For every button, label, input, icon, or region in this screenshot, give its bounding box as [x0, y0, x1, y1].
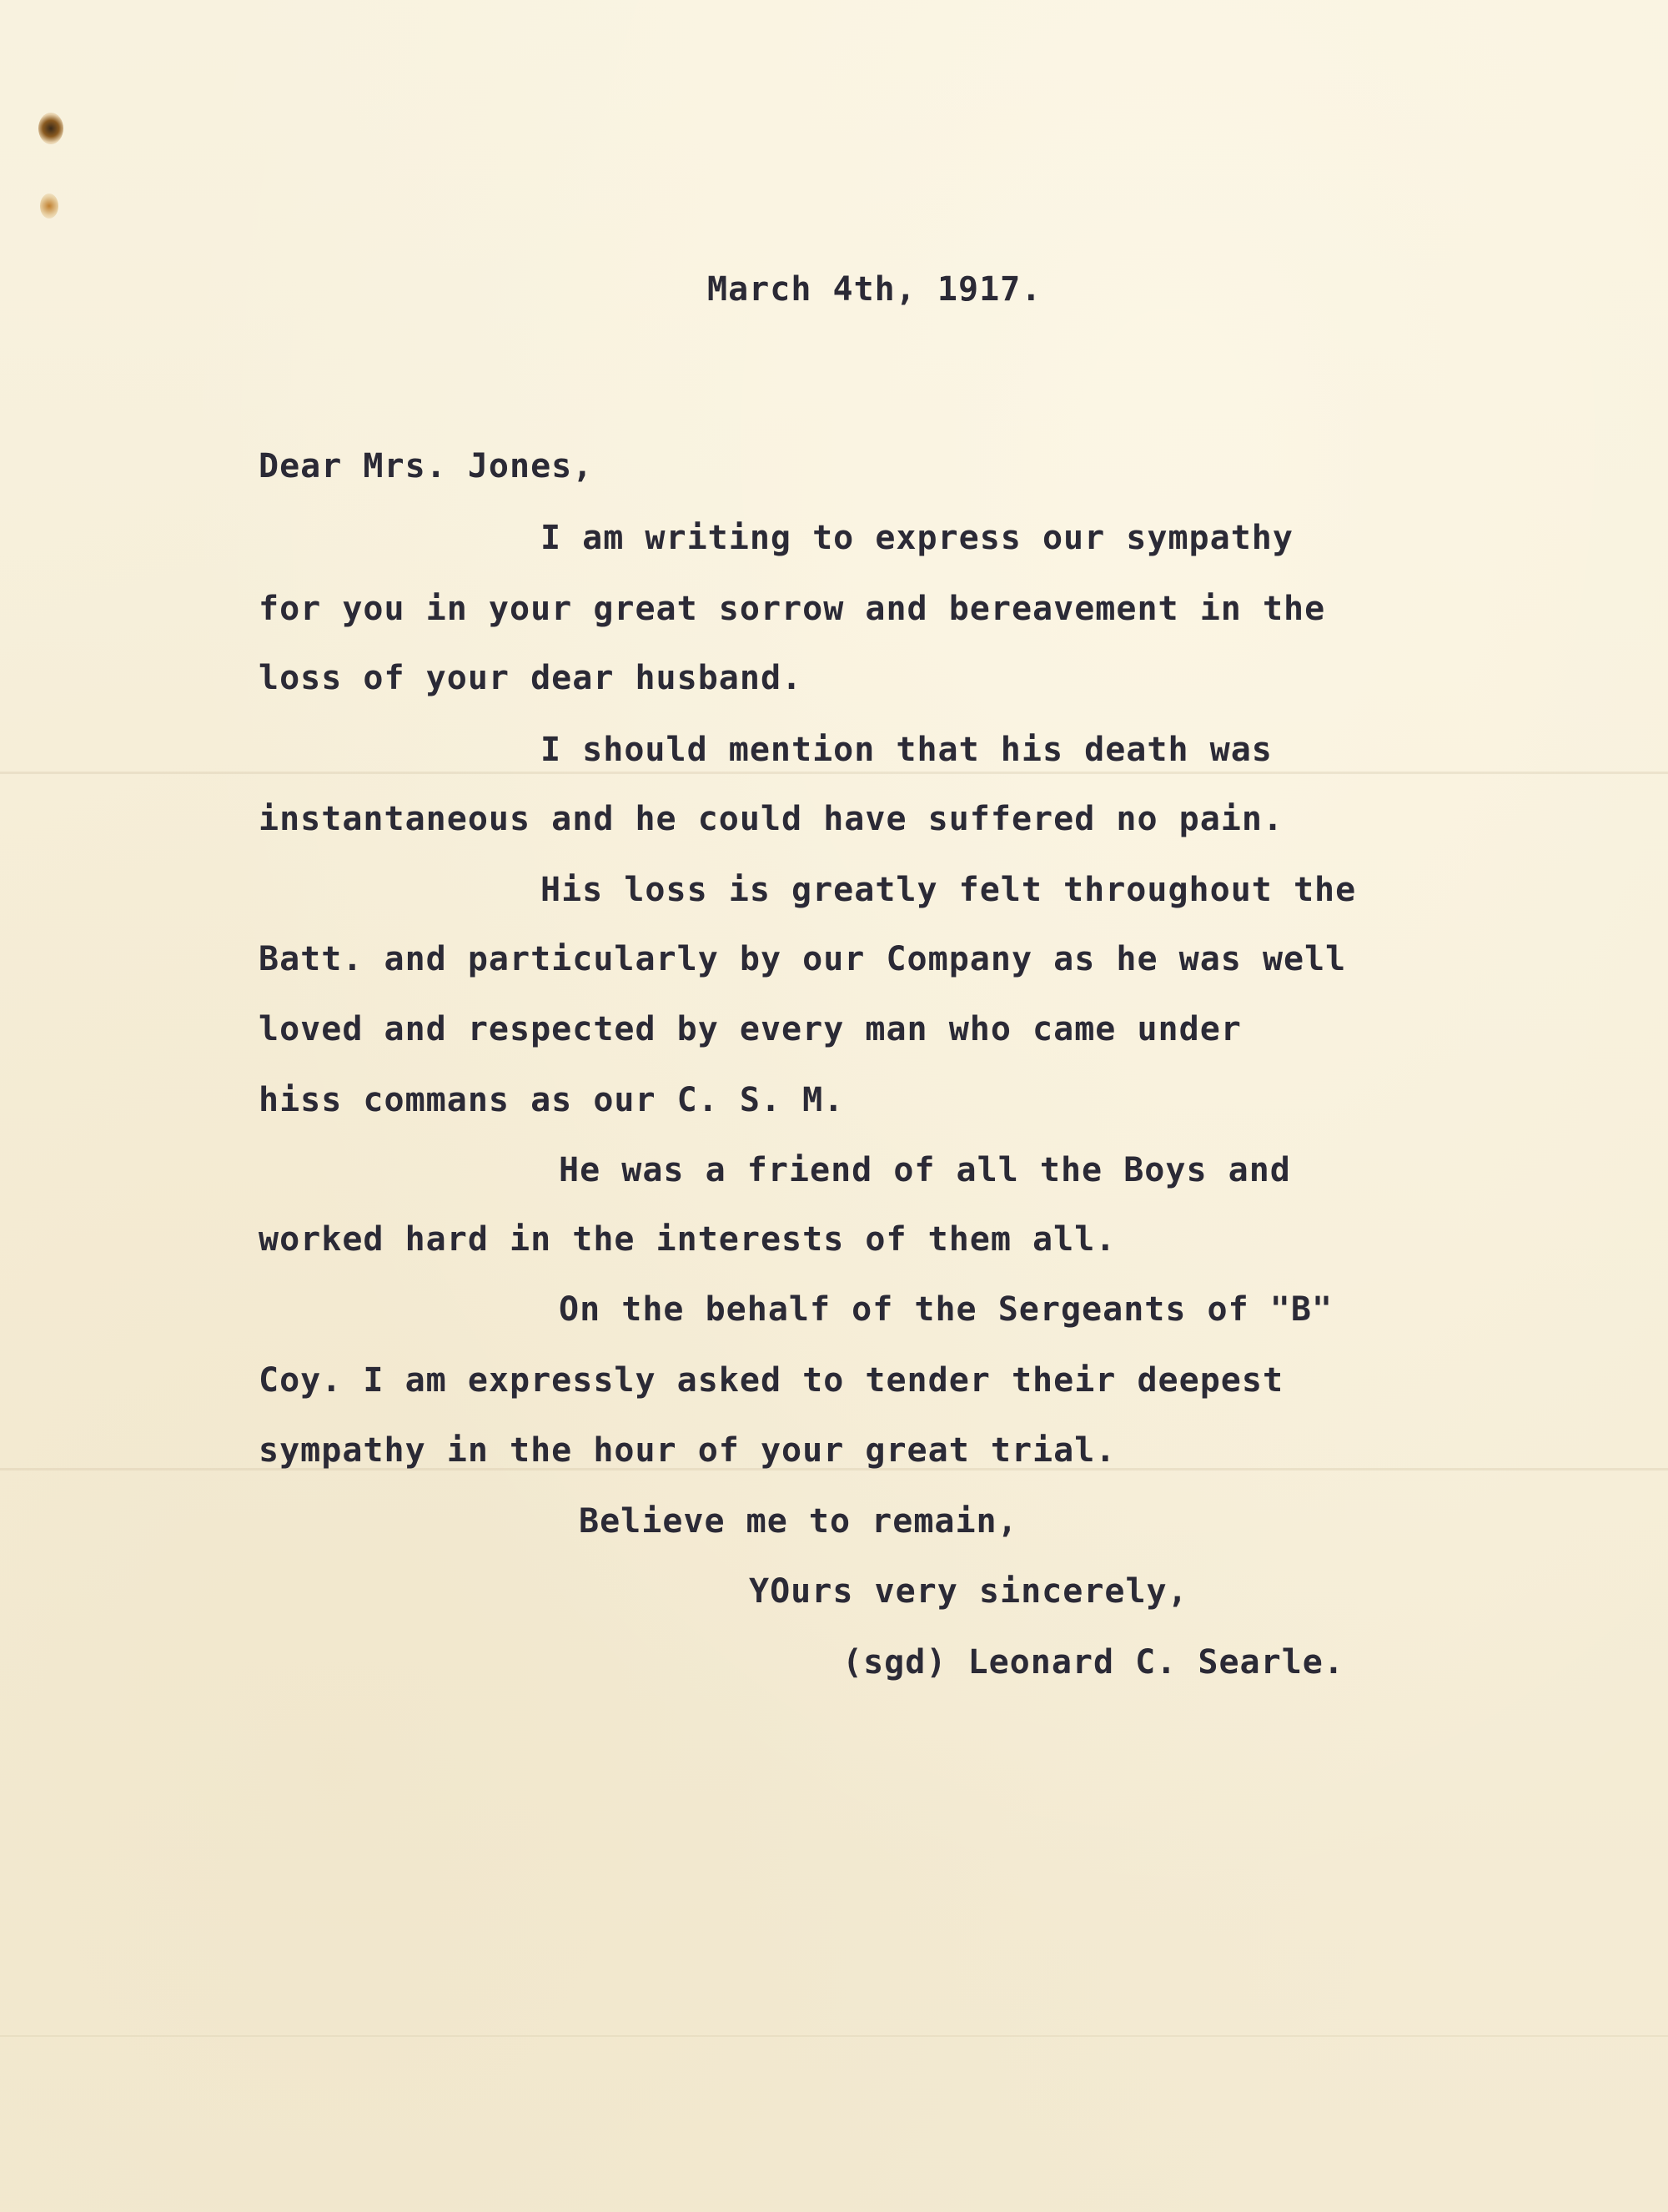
body-line: Coy. I am expressly asked to tender their deepest — [259, 1361, 1284, 1400]
closing-line: YOurs very sincerely, — [749, 1572, 1188, 1611]
body-line: loved and respected by every man who came under — [259, 1010, 1242, 1048]
body-line: instantaneous and he could have suffered no pain. — [259, 800, 1284, 838]
body-line: On the behalf of the Sergeants of "B" — [559, 1290, 1334, 1329]
body-line: Batt. and particularly by our Company as he was well — [259, 940, 1347, 978]
body-line: for you in your great sorrow and bereavement in the — [259, 590, 1326, 628]
burn-mark — [38, 113, 63, 144]
body-line: loss of your dear husband. — [259, 659, 803, 697]
body-line: sympathy in the hour of your great trial. — [259, 1431, 1117, 1470]
body-line: hiss commans as our C. S. M. — [259, 1081, 845, 1119]
signature: (sgd) Leonard C. Searle. — [842, 1643, 1344, 1682]
salutation: Dear Mrs. Jones, — [259, 447, 594, 485]
body-line: worked hard in the interests of them all. — [259, 1220, 1117, 1259]
burn-mark — [40, 194, 58, 219]
letter-date: March 4th, 1917. — [707, 270, 1042, 309]
paper-fold — [0, 2035, 1668, 2037]
body-line: He was a friend of all the Boys and — [559, 1151, 1291, 1189]
closing-line: Believe me to remain, — [579, 1502, 1018, 1541]
body-line: I am writing to express our sympathy — [540, 519, 1294, 557]
body-line: His loss is greatly felt throughout the — [540, 871, 1357, 909]
body-line: I should mention that his death was — [540, 731, 1273, 769]
paper-fold — [0, 772, 1668, 774]
